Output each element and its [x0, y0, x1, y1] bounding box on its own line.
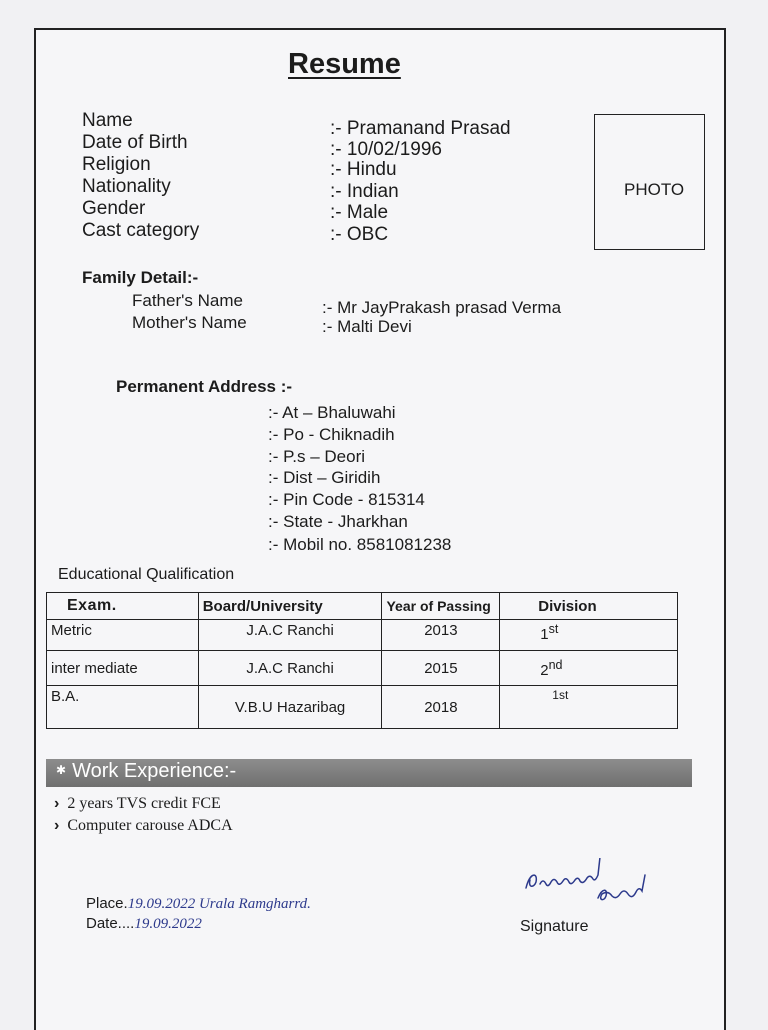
division-suffix: nd: [548, 657, 563, 672]
table-header-row: [47, 593, 678, 620]
mother-value: :- Malti Devi: [322, 317, 412, 336]
cell-division: [500, 686, 678, 729]
header-exam: Exam.: [47, 593, 199, 620]
father-value: :- Mr JayPrakash prasad Verma: [322, 298, 562, 317]
division-suffix: st: [548, 622, 559, 636]
list-item: [54, 795, 221, 813]
religion-value: :- Hindu: [330, 159, 397, 180]
division-number: 2: [540, 661, 549, 679]
nationality-label: Nationality: [82, 176, 171, 197]
cast-label: Cast category: [82, 220, 200, 241]
table-row: [47, 620, 678, 651]
list-item: [54, 817, 233, 835]
nationality-value: :- Indian: [330, 181, 399, 202]
cell-board: J.A.C Ranchi: [198, 651, 382, 686]
work-title-text: Work Experience:-: [72, 760, 237, 782]
date-label: Date....: [86, 915, 135, 932]
address-ps: :- P.s – Deori: [268, 447, 366, 466]
division-suffix: 1st: [552, 688, 569, 702]
header-division: Division: [500, 593, 678, 620]
signature-label: Signature: [520, 918, 589, 935]
place-label: Place.: [86, 895, 128, 912]
handwritten-signature: [520, 858, 670, 908]
place-value: 19.09.2022 Urala Ramgharrd.: [127, 896, 311, 912]
work-experience-title: [56, 760, 236, 783]
address-heading: Permanent Address :-: [116, 377, 293, 396]
date-line: [86, 915, 202, 933]
work-item-text: Computer carouse ADCA: [67, 817, 233, 834]
cell-year: 2015: [382, 651, 500, 686]
dob-label: Date of Birth: [82, 132, 188, 153]
name-label: Name: [82, 110, 133, 131]
table-row: [47, 686, 678, 729]
star-icon: ✱: [56, 763, 67, 777]
cell-year: 2018: [382, 686, 500, 729]
dob-value: :- 10/02/1996: [330, 139, 442, 160]
address-state: :- State - Jharkhan: [268, 512, 408, 531]
gender-label: Gender: [82, 198, 146, 219]
photo-label: PHOTO: [624, 180, 685, 199]
education-table: [46, 592, 678, 729]
address-dist: :- Dist – Giridih: [268, 468, 381, 487]
cell-board: J.A.C Ranchi: [198, 620, 382, 651]
cell-exam: B.A.: [47, 686, 199, 729]
gender-value: :- Male: [330, 202, 389, 223]
cell-exam: Metric: [47, 620, 199, 651]
chevron-right-icon: ›: [54, 795, 60, 812]
cell-division: [500, 620, 678, 651]
address-pincode: :- Pin Code - 815314: [268, 490, 425, 509]
table-row: [47, 651, 678, 686]
work-item-text: 2 years TVS credit FCE: [67, 795, 221, 812]
cast-value: :- OBC: [330, 224, 389, 245]
mother-label: Mother's Name: [132, 313, 247, 332]
address-at: :- At – Bhaluwahi: [268, 403, 396, 422]
header-board: Board/University: [198, 593, 382, 620]
cell-division: [500, 651, 678, 686]
education-title: Educational Qualification: [58, 566, 235, 583]
religion-label: Religion: [82, 154, 151, 175]
page-title: Resume: [288, 48, 401, 80]
family-heading: Family Detail:-: [82, 268, 199, 287]
cell-exam: inter mediate: [47, 651, 199, 686]
name-value: :- Pramanand Prasad: [330, 118, 511, 139]
chevron-right-icon: ›: [54, 817, 60, 834]
cell-year: 2013: [382, 620, 500, 651]
father-label: Father's Name: [132, 291, 243, 310]
header-year: Year of Passing: [382, 593, 500, 620]
division-number: 1: [540, 626, 549, 643]
place-line: [86, 895, 311, 913]
address-mobile: :- Mobil no. 8581081238: [268, 535, 452, 554]
address-po: :- Po - Chiknadih: [268, 425, 395, 444]
cell-board: V.B.U Hazaribag: [198, 686, 382, 729]
date-value: 19.09.2022: [134, 916, 202, 932]
